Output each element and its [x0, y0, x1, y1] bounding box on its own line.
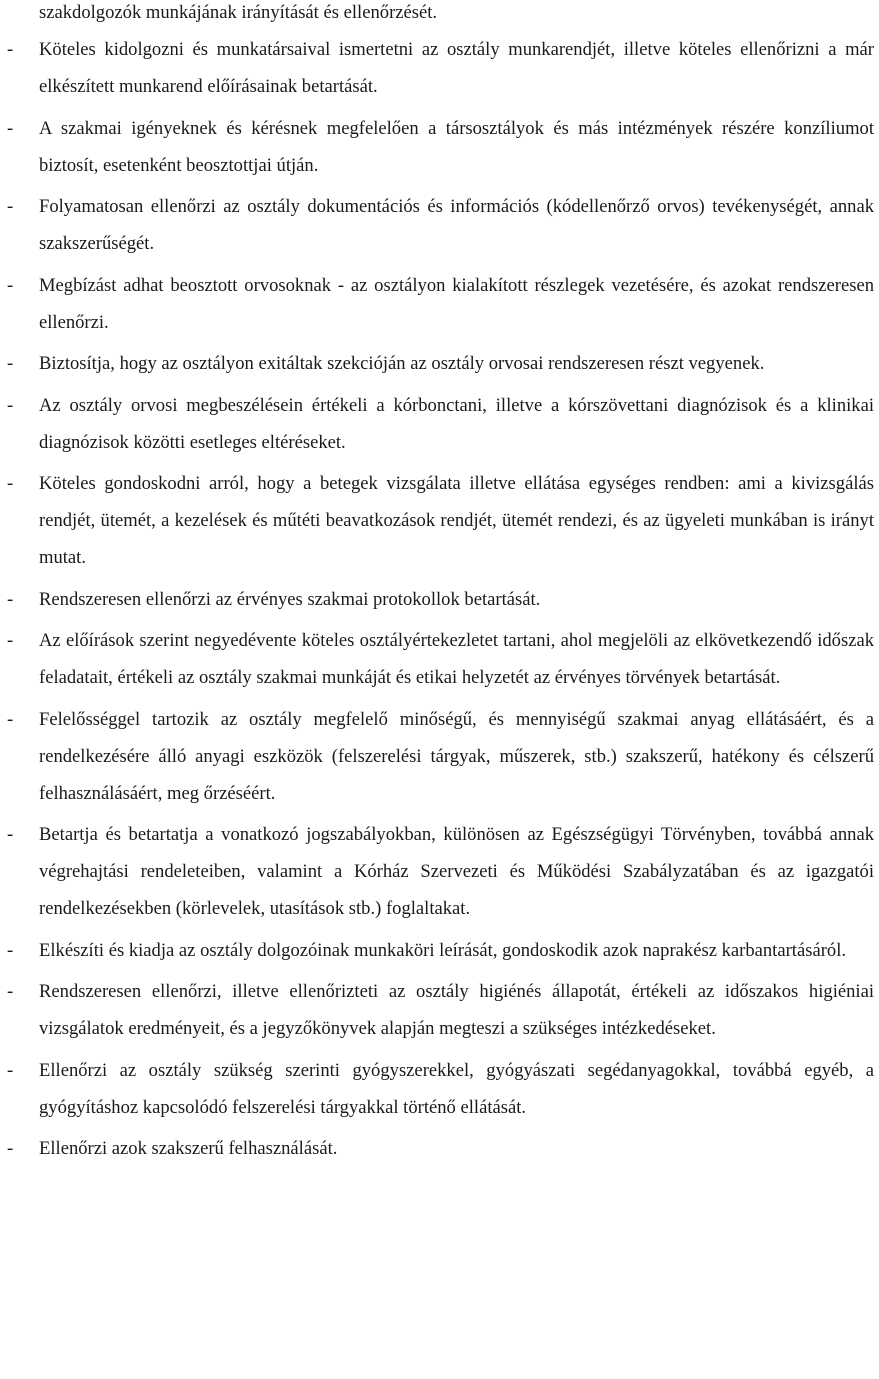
- item-text: Biztosítja, hogy az osztályon exitáltak szekcióján az osztály orvosai rendszeresen részt vegyenek.: [39, 353, 765, 374]
- list-item: [0, 581, 879, 618]
- list-item: [0, 31, 879, 105]
- item-text: Felelősséggel tartozik az osztály megfelelő minőségű, és mennyiségű szakmai anyag ellátásáért, és a rendelkezésére álló anyagi eszközök (felszerelési tárgyak, műszerek, stb.) szakszerű, hatékony és célszerű felhasználásáért, meg őrzéséért.: [39, 708, 874, 804]
- list-item: [0, 465, 879, 576]
- item-text: Köteles kidolgozni és munkatársaival ismertetni az osztály munkarendjét, illetve köteles ellenőrizni a már elkészített munkarend előírásainak betartását.: [39, 39, 874, 97]
- item-text: Ellenőrzi azok szakszerű felhasználását.: [39, 1138, 338, 1159]
- bullet-dash: -: [7, 1138, 14, 1159]
- item-text: Ellenőrzi az osztály szükség szerinti gyógyszerekkel, gyógyászati segédanyagokkal, továbbá egyéb, a gyógyításhoz kapcsolódó felszerelési tárgyakkal történő ellátását.: [39, 1059, 874, 1118]
- bullet-dash: -: [7, 473, 14, 494]
- item-text: Az előírások szerint negyedévente köteles osztályértekezletet tartani, ahol megjelöli az elkövetkezendő időszak feladatait, értékeli az osztály szakmai munkáját és etikai helyzetét az érvényes törvények betartását.: [39, 630, 874, 688]
- continuation-text: szakdolgozók munkájának irányítását és ellenőrzését.: [39, 2, 438, 23]
- item-text: Rendszeresen ellenőrzi, illetve ellenőrizteti az osztály higiénés állapotát, értékeli az időszakos higiéniai vizsgálatok eredményeit, és a jegyzőkönyvek alapján megteszi a szükséges intézkedéseket.: [39, 981, 874, 1039]
- bullet-dash: -: [7, 117, 14, 139]
- list-item: [0, 1130, 879, 1167]
- list-item: [0, 1052, 879, 1126]
- bullet-dash: -: [7, 981, 14, 1002]
- list-item: [0, 701, 879, 812]
- item-text: Elkészíti és kiadja az osztály dolgozóinak munkaköri leírását, gondoskodik azok naprakész karbantartásáról.: [39, 939, 847, 961]
- bullet-dash: -: [7, 630, 14, 651]
- list-item: [0, 973, 879, 1047]
- bullet-dash: -: [7, 708, 14, 730]
- bullet-dash: -: [7, 939, 14, 961]
- list-item: [0, 932, 879, 969]
- item-text: Betartja és betartatja a vonatkozó jogszabályokban, különösen az Egészségügyi Törvényben, továbbá annak végrehajtási rendeleteiben, valamint a Kórház Szervezeti és Működési Szabályzatában és az igazgatói rendelkezésekben (körlevelek, utasítások stb.) foglaltakat.: [39, 824, 874, 919]
- item-text: A szakmai igényeknek és kérésnek megfelelően a társosztályok és más intézmények részére konzíliumot biztosít, esetenként beosztottjai útján.: [39, 117, 874, 176]
- item-text: Rendszeresen ellenőrzi az érvényes szakmai protokollok betartását.: [39, 588, 541, 610]
- list-item: [0, 387, 879, 461]
- item-text: Köteles gondoskodni arról, hogy a betegek vizsgálata illetve ellátása egységes rendben: ami a kivizsgálás rendjét, ütemét, a kezelések és műtéti beavatkozások rendjét, ütemét rendezi, és az ügyeleti munkában is irányt mutat.: [39, 473, 874, 568]
- bullet-dash: -: [7, 1059, 14, 1081]
- bullet-dash: -: [7, 394, 14, 416]
- duty-list: [0, 31, 879, 1172]
- item-text: Folyamatosan ellenőrzi az osztály dokumentációs és információs (kódellenőrző orvos) tevékenységét, annak szakszerűségét.: [39, 196, 874, 254]
- list-item: [0, 110, 879, 184]
- item-text: Az osztály orvosi megbeszélésein értékeli a kórbonctani, illetve a kórszövettani diagnózisok és a klinikai diagnózisok közötti esetleges eltéréseket.: [39, 394, 874, 453]
- list-item: [0, 345, 879, 382]
- item-text: Megbízást adhat beosztott orvosoknak - az osztályon kialakított részlegek vezetésére, és azokat rendszeresen ellenőrzi.: [39, 274, 874, 333]
- bullet-dash: -: [7, 824, 14, 845]
- bullet-dash: -: [7, 353, 14, 374]
- bullet-dash: -: [7, 588, 14, 610]
- list-item: [0, 816, 879, 927]
- bullet-dash: -: [7, 39, 14, 60]
- bullet-dash: -: [7, 274, 14, 296]
- list-item: [0, 188, 879, 262]
- bullet-dash: -: [7, 196, 14, 217]
- list-item: [0, 267, 879, 341]
- list-item: [0, 622, 879, 696]
